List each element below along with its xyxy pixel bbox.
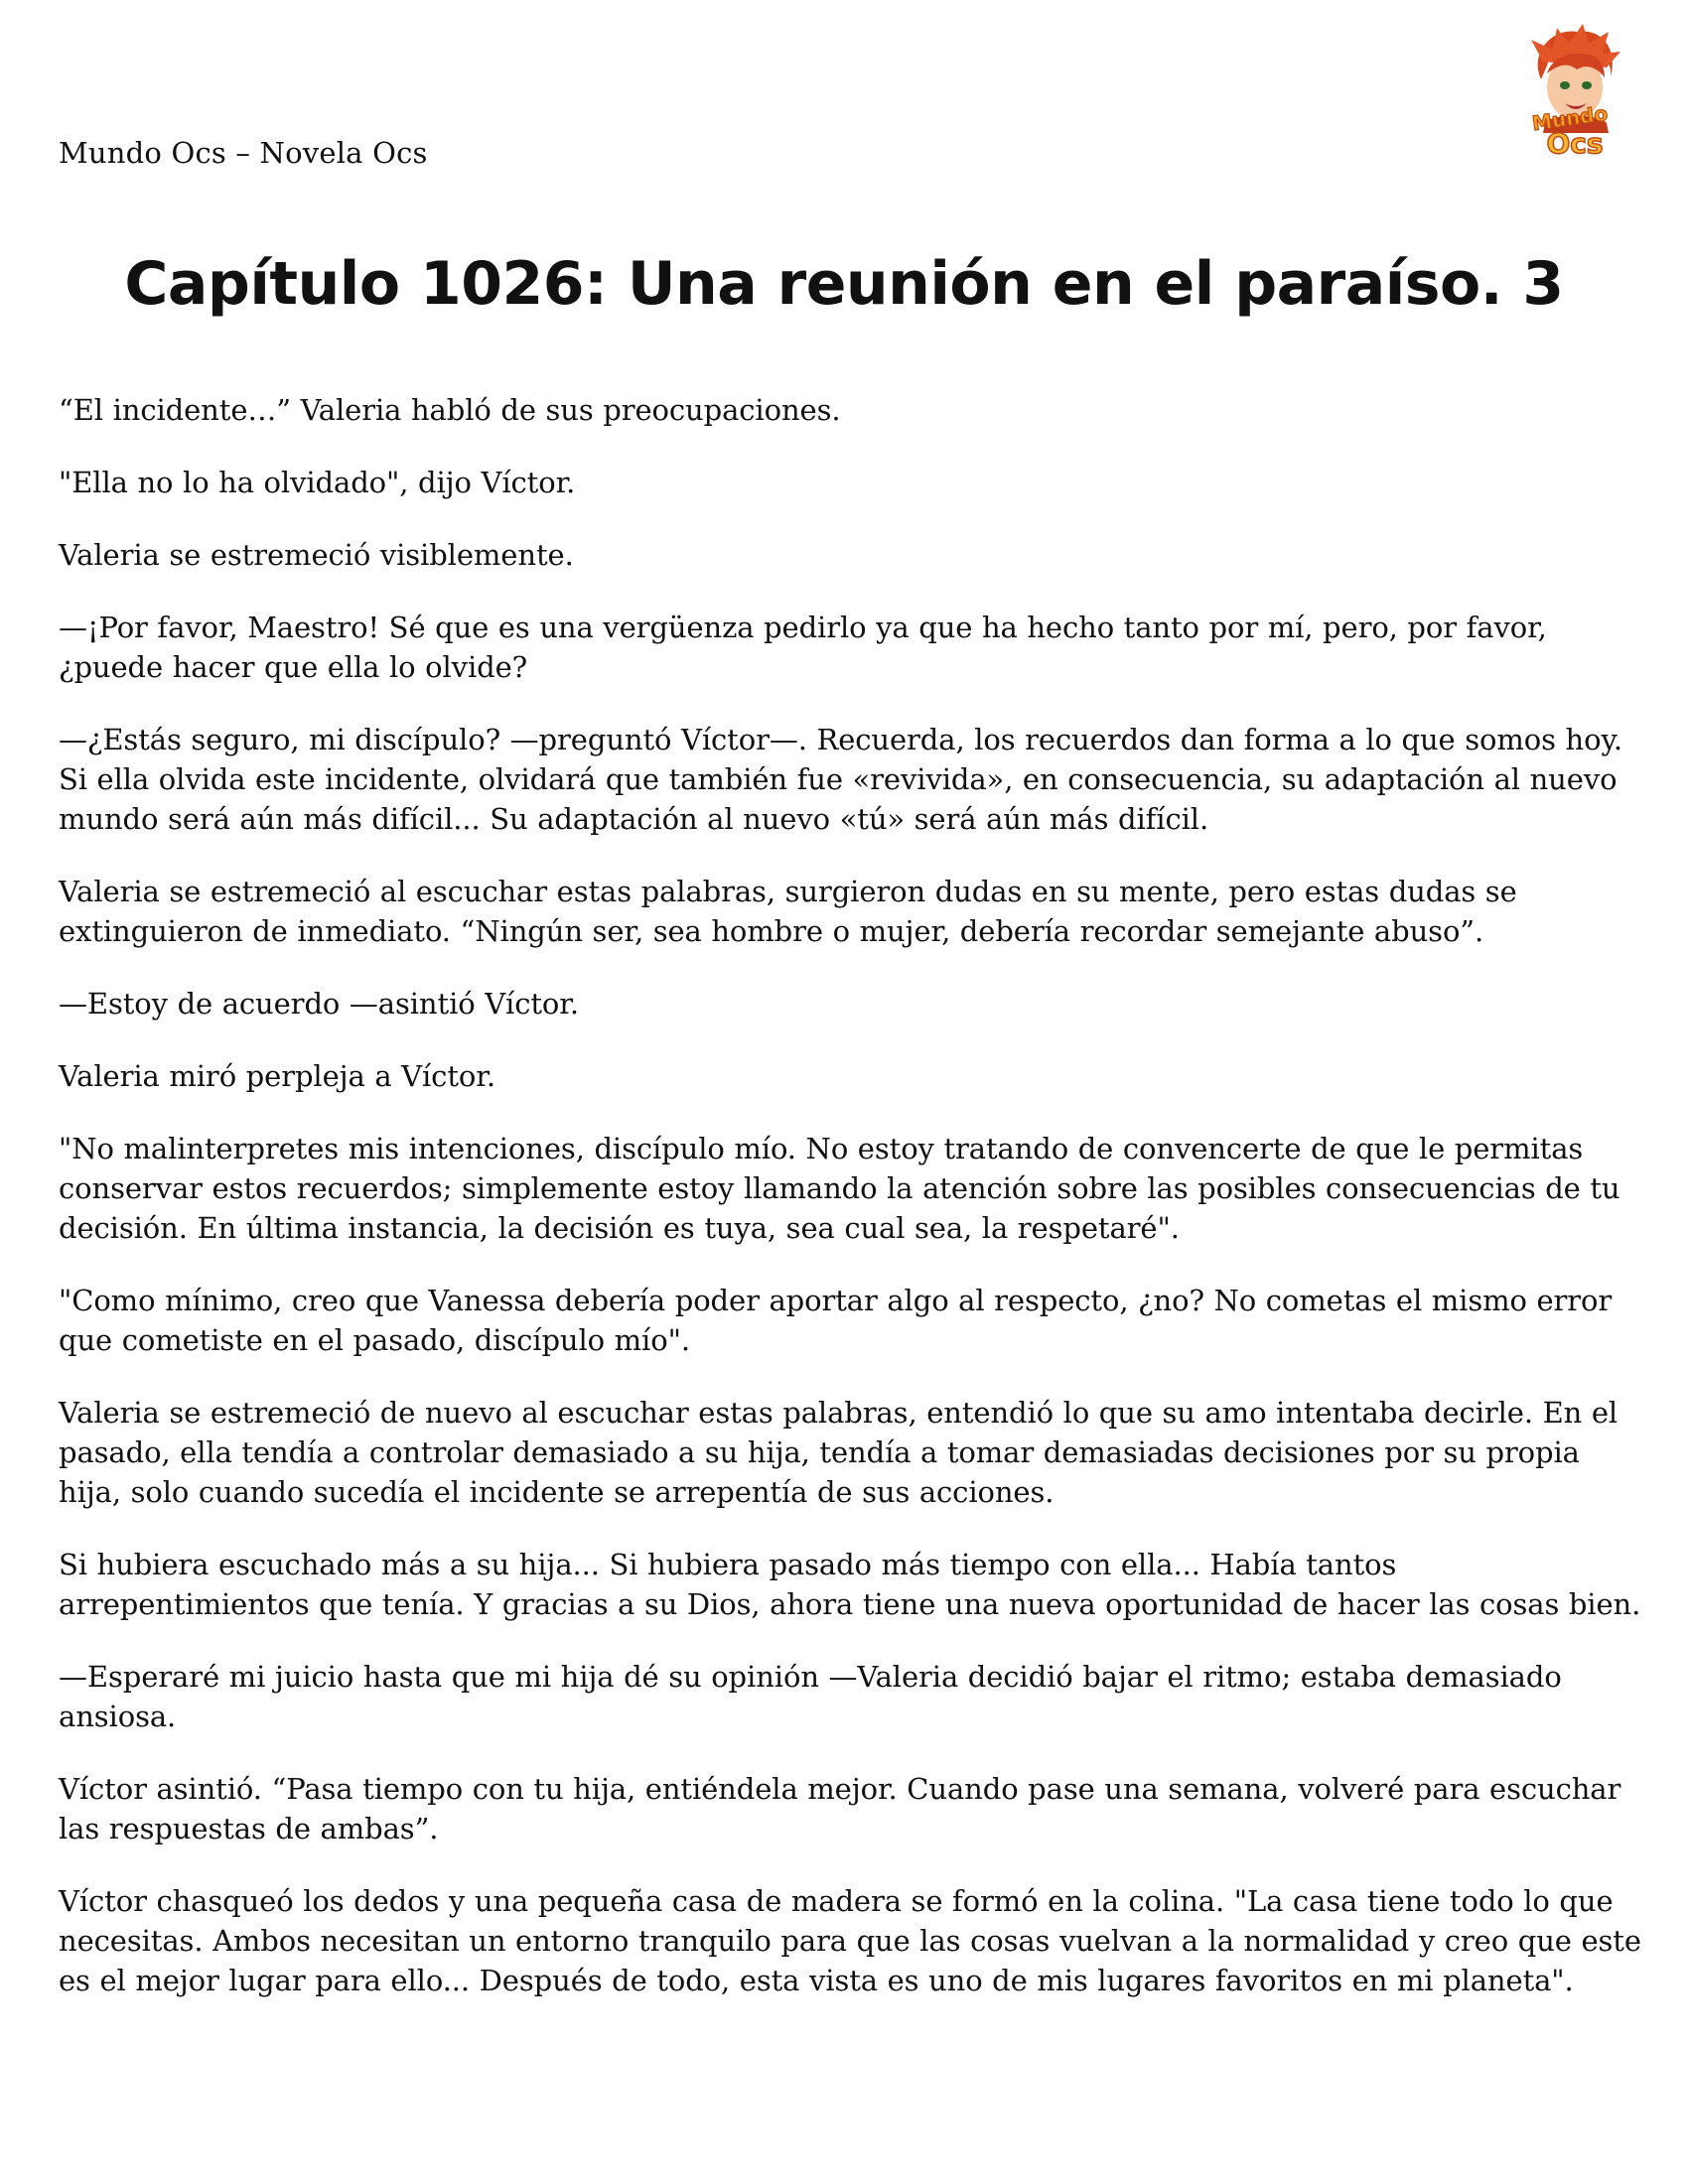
paragraph: “El incidente…” Valeria habló de sus preocupaciones. xyxy=(59,393,841,427)
logo-word-ocs: Ocs xyxy=(1546,127,1604,160)
mundo-ocs-logo xyxy=(1501,22,1640,161)
logo-eye-right xyxy=(1582,81,1592,89)
paragraph: Víctor chasqueó los dedos y una pequeña casa de madera se formó en la colina. "La casa tiene todo lo que necesitas. Ambos necesitan un entorno tranquilo para que las cosas vuelvan a la normalidad y creo que este es el mejor lugar para ello... Después de todo, esta vista es uno de mis lugares favoritos en mi planeta". xyxy=(59,1884,1641,1997)
logo-word-mundo: Mundo xyxy=(1530,100,1610,136)
site-header-text: Mundo Ocs – Novela Ocs xyxy=(59,136,428,170)
paragraph: Víctor asintió. “Pasa tiempo con tu hija, entiéndela mejor. Cuando pase una semana, volveré para escuchar las respuestas de ambas”. xyxy=(59,1772,1621,1845)
paragraph: Si hubiera escuchado más a su hija... Si hubiera pasado más tiempo con ella... Había tantos arrepentimientos que tenía. Y gracias a su Dios, ahora tiene una nueva oportunidad de hacer las cosas bien. xyxy=(59,1548,1641,1621)
logo-eye-left xyxy=(1560,81,1570,89)
paragraph: Valeria se estremeció de nuevo al escuchar estas palabras, entendió lo que su amo intentaba decirle. En el pasado, ella tendía a controlar demasiado a su hija, tendía a tomar demasiadas decisiones por su propia hija, solo cuando sucedía el incidente se arrepentía de sus acciones. xyxy=(59,1396,1618,1509)
paragraph: —Estoy de acuerdo —asintió Víctor. xyxy=(59,987,579,1021)
paragraph: Valeria se estremeció al escuchar estas palabras, surgieron dudas en su mente, pero estas dudas se extinguieron de inmediato. “Ningún ser, sea hombre o mujer, debería recordar semejante abuso”. xyxy=(59,875,1517,948)
paragraph: —¿Estás seguro, mi discípulo? —preguntó Víctor—. Recuerda, los recuerdos dan forma a lo que somos hoy. Si ella olvida este incidente, olvidará que también fue «revivida», en consecuencia, su adaptación al nuevo mundo será aún más difícil... Su adaptación al nuevo «tú» será aún más difícil. xyxy=(59,723,1623,836)
paragraph: Valeria miró perpleja a Víctor. xyxy=(59,1059,495,1093)
paragraph: —¡Por favor, Maestro! Sé que es una vergüenza pedirlo ya que ha hecho tanto por mí, pero, por favor, ¿puede hacer que ella lo olvide? xyxy=(59,611,1547,684)
logo-wordmark xyxy=(1531,101,1610,160)
chapter-body xyxy=(59,390,1647,2033)
chapter-title: Capítulo 1026: Una reunión en el paraíso. 3 xyxy=(124,249,1564,320)
paragraph: "No malinterpretes mis intenciones, discípulo mío. No estoy tratando de convencerte de que le permitas conservar estos recuerdos; simplemente estoy llamando la atención sobre las posibles consecuencias de tu decisión. En última instancia, la decisión es tuya, sea cual sea, la respetaré". xyxy=(59,1132,1620,1245)
paragraph: Valeria se estremeció visiblemente. xyxy=(59,538,574,572)
paragraph: —Esperaré mi juicio hasta que mi hija dé su opinión —Valeria decidió bajar el ritmo; estaba demasiado ansiosa. xyxy=(59,1660,1562,1733)
paragraph: "Ella no lo ha olvidado", dijo Víctor. xyxy=(59,466,576,499)
paragraph: "Como mínimo, creo que Vanessa debería poder aportar algo al respecto, ¿no? No cometas el mismo error que cometiste en el pasado, discípulo mío". xyxy=(59,1284,1613,1357)
